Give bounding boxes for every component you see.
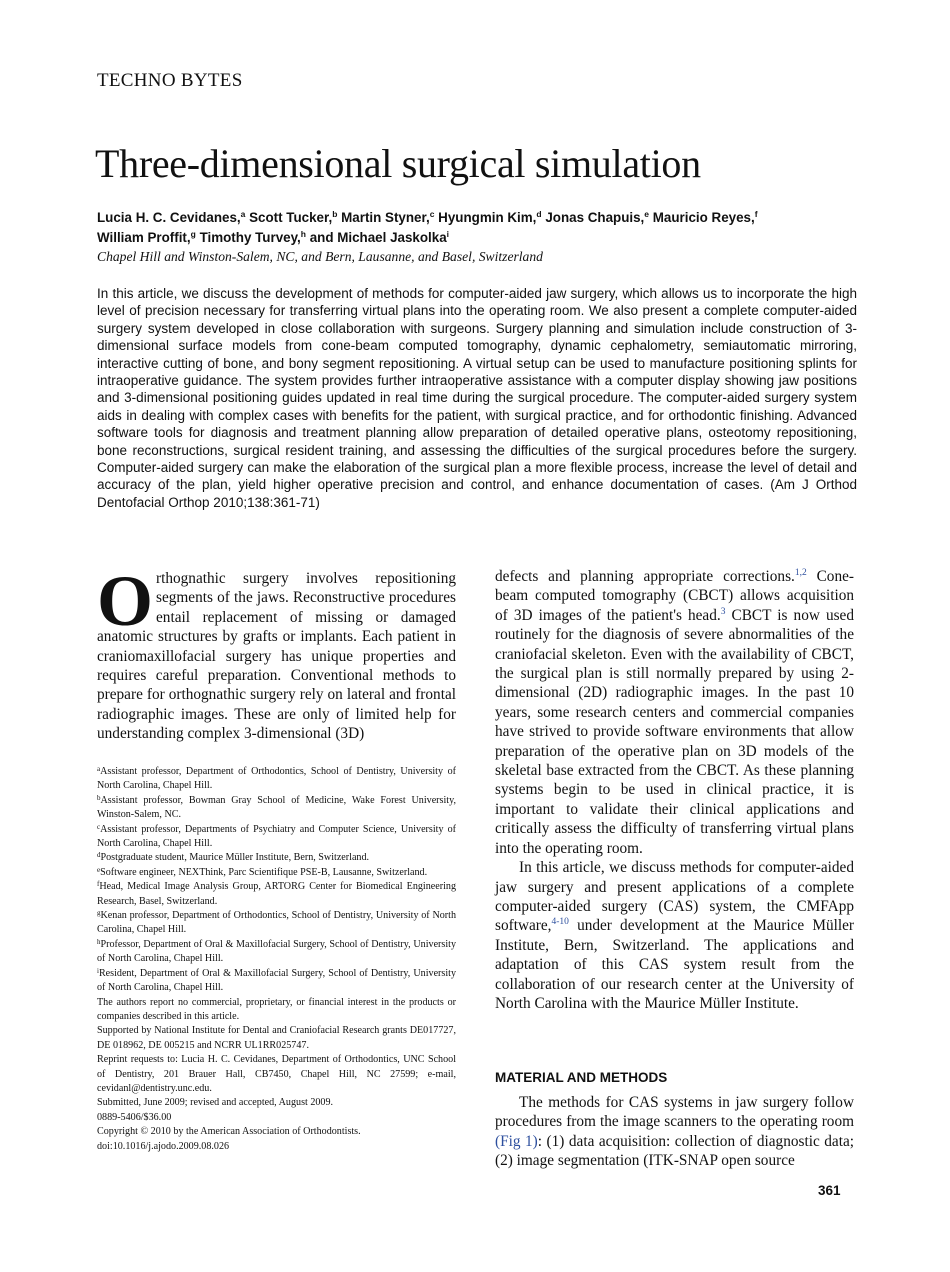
footnote-mark: d xyxy=(97,851,101,860)
drop-cap: O xyxy=(97,561,154,641)
footnote-mark: g xyxy=(97,909,101,918)
author-name: William Proffit, xyxy=(97,230,191,245)
text-run: under development at the Maurice Müller Institute, Bern, Switzerland. The applications and adaptation of this CAS system result from the collaboration of our research center at the University of North Carolina with the Maurice Müller Institute. xyxy=(495,917,854,1012)
footnote xyxy=(97,909,456,938)
text-run: Cone-beam computed tomography (CBCT) allows acquisition of 3D images of the patient's head. xyxy=(495,568,854,624)
author-name: Scott Tucker, xyxy=(249,210,333,225)
footnote-text: Submitted, June 2009; revised and accepted, August 2009. xyxy=(97,1097,334,1109)
author-affiliation-mark: h xyxy=(300,229,306,239)
footnote xyxy=(97,851,456,865)
affiliation: Chapel Hill and Winston-Salem, NC, and Bern, Lausanne, and Basel, Switzerland xyxy=(97,249,543,264)
footnote-text: Assistant professor, Departments of Psychiatry and Computer Science, University of North Carolina, Chapel Hill. xyxy=(97,823,456,850)
abstract: In this article, we discuss the development of methods for computer-aided jaw surgery, which allows us to incorporate the high level of precision necessary for transferring virtual plans into the operating room. We also present a complete computer-aided surgery system developed in close collaboration with surgeons. Surgery planning and simulation include construction of 3-dimensional surface models from cone-beam computed tomography, dynamic cephalometry, semiautomatic mirroring, interactive cutting of bone, and bony segment repositioning. A virtual setup can be used to manufacture positioning splints for intraoperative guidance. The system provides further intraoperative assistance with a computer display showing jaw positions and 3-dimensional positioning guides updated in real time during the surgical procedure. The computer-aided surgery system aids in dealing with complex cases with benefits for the patient, with surgical practice, and for orthodontic finishing. Advanced software tools for diagnosis and treatment planning allow preparation of detailed operative plans, osteotomy repositioning, bone reconstructions, surgical resident training, and assessing the difficulties of the surgical procedures before the surgery. Computer-aided surgery can make the elaboration of the surgical plan a more flexible process, increase the level of detail and accuracy of the plan, yield higher operative precision and control, and enhance documentation of cases. (Am J Orthod Dentofacial Orthop 2010;138:361-71) xyxy=(97,286,857,510)
footnote-text: Assistant professor, Department of Orthodontics, School of Dentistry, University of North Carolina, Chapel Hill. xyxy=(97,766,456,792)
text-run: : (1) data acquisition: collection of diagnostic data; (2) image segmentation (ITK-SNAP open source xyxy=(495,1132,854,1170)
footnote xyxy=(97,866,456,880)
author-affiliation-mark: g xyxy=(190,229,196,239)
paragraph-2 xyxy=(495,858,854,1013)
paragraph-1 xyxy=(495,567,854,858)
footnote-text: doi:10.1016/j.ajodo.2009.08.026 xyxy=(97,1140,230,1152)
author-name: Mauricio Reyes, xyxy=(652,210,755,225)
author-affiliation-mark: a xyxy=(240,209,246,219)
footnote-text: Software engineer, NEXThink, Parc Scientifique PSE-B, Lausanne, Switzerland. xyxy=(100,866,428,878)
footnote-mark: e xyxy=(97,865,101,874)
footnote xyxy=(97,794,456,823)
footnote-mark: i xyxy=(97,966,99,975)
footnote-text: The authors report no commercial, proprietary, or financial interest in the products or companies described in this article. xyxy=(97,996,456,1022)
footnote-mark: h xyxy=(97,937,101,946)
footnote-mark: a xyxy=(97,765,101,773)
citation-ref[interactable]: 4-10 xyxy=(551,917,569,928)
footnote-mark: c xyxy=(97,822,101,831)
footnote-text: Assistant professor, Bowman Gray School of Medicine, Wake Forest University, Winston-Salem, NC. xyxy=(97,794,456,821)
left-column-body xyxy=(97,561,456,744)
footnote xyxy=(97,823,456,852)
footnote-text: Resident, Department of Oral & Maxillofacial Surgery, School of Dentistry, University of North Carolina, Chapel Hill. xyxy=(97,967,456,994)
footnote xyxy=(97,765,456,794)
footnote-mark: f xyxy=(97,880,100,889)
footnotes xyxy=(97,765,456,1154)
author-affiliation-mark: b xyxy=(332,209,338,219)
text-run: In this article, we discuss methods for computer-aided jaw surgery and present applications of a complete computer-aided surgery (CAS) system, the CMFApp software, xyxy=(495,859,854,935)
footnote xyxy=(97,1111,456,1125)
footnote-text: Copyright © 2010 by the American Association of Orthodontists. xyxy=(97,1126,361,1138)
footnote-text: 0889-5406/$36.00 xyxy=(97,1111,172,1123)
footnote xyxy=(97,996,456,1025)
page-number: 361 xyxy=(818,1183,841,1198)
article-title: Three-dimensional surgical simulation xyxy=(95,141,701,186)
text-run: The methods for CAS systems in jaw surgery follow procedures from the image scanners to the operating room xyxy=(495,1094,854,1131)
footnote-text: Head, Medical Image Analysis Group, ARTORG Center for Biomedical Engineering Research, Basel, Switzerland. xyxy=(97,881,456,907)
footnote xyxy=(97,1024,456,1053)
section-label: TECHNO BYTES xyxy=(97,70,243,91)
citation-ref[interactable]: 3 xyxy=(720,606,726,617)
figure-link[interactable]: (Fig 1) xyxy=(495,1132,538,1150)
footnote-mark: b xyxy=(97,793,101,802)
footnote xyxy=(97,1125,456,1139)
footnote xyxy=(97,880,456,909)
author-name: Martin Styner, xyxy=(341,210,430,225)
author-affiliation-mark: f xyxy=(754,209,758,219)
author-list xyxy=(97,208,857,248)
author-name: Lucia H. C. Cevidanes, xyxy=(97,210,241,225)
footnote xyxy=(97,1140,456,1154)
author-affiliation-mark: c xyxy=(429,209,435,219)
footnote-text: Supported by National Institute for Dental and Craniofacial Research grants DE017727, DE 018962, DE 005215 and NCRR UL1RR025747. xyxy=(97,1025,456,1051)
footnote-text: Postgraduate student, Maurice Müller Institute, Bern, Switzerland. xyxy=(100,852,370,864)
author-name: and Michael Jaskolka xyxy=(309,230,447,245)
footnote-text: Reprint requests to: Lucia H. C. Cevidanes, Department of Orthodontics, UNC School of Dentistry, 201 Brauer Hall, CB7450, Chapel Hill, NC 27599; e-mail, cevidanl@dentistry.unc.edu. xyxy=(97,1054,456,1094)
right-column-body xyxy=(495,567,854,1013)
footnote-text: Kenan professor, Department of Orthodontics, School of Dentistry, University of North Carolina, Chapel Hill. xyxy=(97,910,456,936)
author-name: Timothy Turvey, xyxy=(199,230,301,245)
section-heading-methods: MATERIAL AND METHODS xyxy=(495,1070,668,1085)
left-column-paragraph: rthognathic surgery involves repositioning segments of the jaws. Reconstructive procedures entail replacement of missing or damaged anatomic structures by grafts or implants. Each patient in craniomaxillofacial surgery has unique properties and requires careful preparation. Conventional methods to prepare for orthognathic surgery rely on lateral and frontal radiographic images. These are only of limited help for understanding complex 3-dimensional (3D) xyxy=(97,570,456,743)
footnote xyxy=(97,1053,456,1096)
footnote xyxy=(97,967,456,996)
methods-body xyxy=(495,1093,854,1171)
footnote-text: Professor, Department of Oral & Maxillofacial Surgery, School of Dentistry, University of North Carolina, Chapel Hill. xyxy=(97,938,456,965)
text-run: CBCT is now used routinely for the diagnosis of severe abnormalities of the craniofacial skeleton. Even with the availability of CBCT, the surgical plan is still normally prepared by using 2-dimensional (2D) radiographic images. In the past 10 years, some research centers and commercial companies have strived to provide software environments that allow preparation of the operative plan on 3D models of the skeletal base extracted from the CBCT. As these planning systems begin to be used in clinical practice, it is important to validate their clinical applications and critically assess the difficulty of transferring virtual plans into the operating room. xyxy=(495,606,854,857)
text-run: defects and planning appropriate corrections. xyxy=(495,568,795,585)
author-name: Hyungmin Kim, xyxy=(438,210,537,225)
author-name: Jonas Chapuis, xyxy=(545,210,645,225)
author-affiliation-mark: e xyxy=(644,209,650,219)
author-affiliation-mark: d xyxy=(536,209,542,219)
citation-ref[interactable]: 1,2 xyxy=(794,568,807,578)
author-affiliation-mark: i xyxy=(446,229,450,239)
footnote xyxy=(97,938,456,967)
footnote xyxy=(97,1096,456,1110)
paragraph-3 xyxy=(495,1093,854,1171)
